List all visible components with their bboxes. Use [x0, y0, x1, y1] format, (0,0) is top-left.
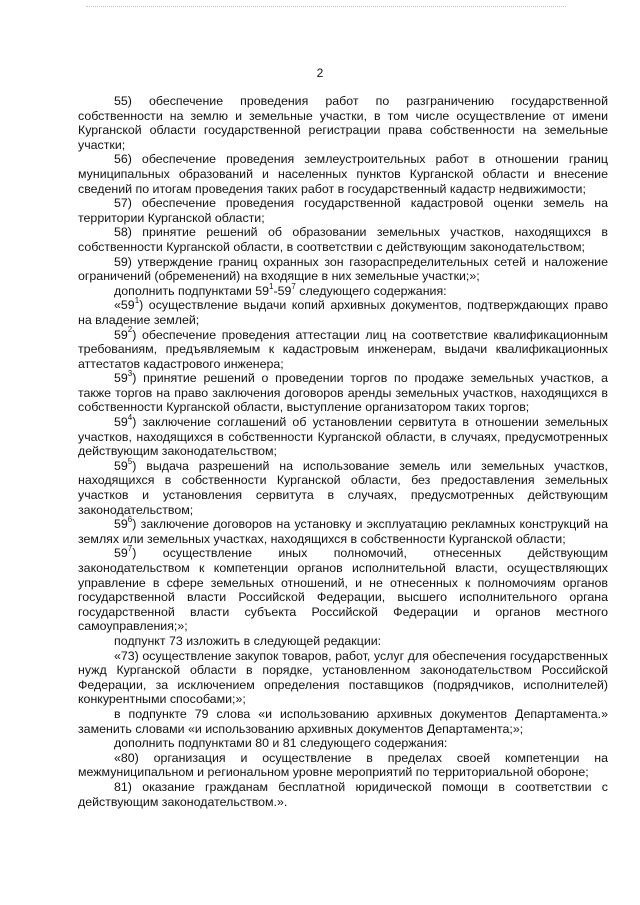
paragraph-add-80-81: дополнить подпунктами 80 и 81 следующего содержания:	[114, 736, 448, 751]
superscript: 7	[291, 281, 296, 291]
superscript: 5	[127, 456, 133, 466]
text-fragment: ) обеспечение проведения аттестации лиц на соответствие квалификационным требованиям, предъявляемым к кадастровым инженерам, выдачи квалификационных аттестатов кадастрового инженера;	[78, 327, 608, 371]
paragraph-59: 59) утверждение границ охранных зон газораспределительных сетей и наложение ограничений (обременений) на входящие в них земельные участки;»;	[78, 254, 608, 284]
superscript: 7	[127, 544, 133, 554]
text-fragment: 59	[114, 517, 128, 532]
text-fragment: 59	[114, 458, 128, 473]
text-fragment: 59	[114, 546, 128, 561]
paragraph-amend-79: в подпункте 79 слова «и использованию архивных документов Департамента.» заменить словами «и использованию архивных документов Департамента;»;	[78, 706, 608, 736]
text-fragment: 59	[114, 371, 128, 386]
text-fragment: ) заключение договоров на установку и эксплуатацию рекламных конструкций на землях или земельных участках, находящихся в собственности Курганской области;	[78, 517, 608, 546]
paragraph-59-1	[78, 298, 608, 327]
paragraph-59-5	[78, 456, 608, 517]
text-fragment: следующего содержания:	[295, 283, 447, 298]
superscript: 1	[134, 296, 140, 306]
superscript: 4	[127, 412, 133, 422]
text-fragment: ) осуществление выдачи копий архивных документов, подтверждающих право на владение землей;	[78, 298, 608, 327]
superscript: 6	[127, 515, 133, 525]
paragraph-59-3	[78, 371, 608, 415]
page-number: 2	[316, 66, 324, 80]
text-fragment: -59	[273, 283, 292, 298]
text-fragment: ) выдача разрешений на использование земель или земельных участков, находящихся в собственности Курганской области, без предоставления земельных участков и установления сервитута в случаях, предусмотренных действующим законодательством;	[78, 458, 608, 517]
text-fragment: ) заключение соглашений об установлении сервитута в отношении земельных участков, находящихся в собственности Курганской области, в случаях, предусмотренных действующим законодательством;	[78, 415, 608, 459]
paragraph-81: 81) оказание гражданам бесплатной юридической помощи в соответствии с действующим законодательством.».	[78, 779, 608, 809]
text-fragment: 59	[114, 327, 128, 342]
paragraph-59-7	[78, 546, 608, 634]
text-fragment: ) осуществление иных полномочий, отнесенных действующим законодательством к компетенции органов исполнительной власти, осуществляющих управление в сфере земельных отношений, и не отнесенных к полномочиям органов государственной власти Российской Федерации, высшего исполнительного органа государственной власти субъекта Российской Федерации и органов местного самоуправления;»;	[78, 546, 608, 634]
paragraph-80: «80) организация и осуществление в пределах своей компетенции на межмуниципальном и региональном уровне мероприятий по территориальной обороне;	[78, 750, 608, 780]
paragraph-55: 55) обеспечение проведения работ по разграничению государственной собственности на землю и земельные участки, в том числе осуществление от имени Курганской области государственной регистрации права собственности на земельные участки;	[78, 94, 608, 152]
paragraph-amend-73: подпункт 73 изложить в следующей редакции:	[114, 633, 382, 648]
paragraph-59-2	[78, 325, 608, 372]
superscript: 2	[127, 325, 133, 335]
paragraph-59-4	[78, 412, 608, 459]
text-fragment: ) принятие решений о проведении торгов по продаже земельных участков, а также торгов на право заключения договоров аренды земельных участков, находящихся в собственности Курганской области, выступление организатором таких торгов;	[78, 371, 608, 415]
scan-artifact-line	[86, 6, 566, 9]
superscript: 3	[127, 369, 133, 379]
paragraph-56: 56) обеспечение проведения землеустроительных работ в отношении границ муниципальных образований и населенных пунктов Курганской области и внесение сведений по итогам проведения таких работ в государственный кадастр недвижимости;	[78, 152, 608, 196]
paragraph-59-6	[78, 517, 608, 546]
document-body	[78, 94, 608, 809]
text-fragment: 59	[114, 415, 128, 430]
text-fragment: дополнить подпунктами 59	[114, 283, 269, 298]
text-fragment: «59	[114, 298, 135, 313]
paragraph-73: «73) осуществление закупок товаров, работ, услуг для обеспечения государственных нужд Курганской области в порядке, установленном законодательством Российской Федерации, за исключением определения поставщиков (подрядчиков, исполнителей) конкурентными способами;»;	[78, 648, 608, 707]
paragraph-57: 57) обеспечение проведения государственной кадастровой оценки земель на территории Курганской области;	[78, 196, 608, 225]
superscript: 1	[268, 281, 274, 291]
paragraph-58: 58) принятие решений об образовании земельных участков, находящихся в собственности Курганской области, в соответствии с действующим законодательством;	[78, 225, 608, 254]
paragraph-add-59-1-7	[78, 281, 608, 299]
